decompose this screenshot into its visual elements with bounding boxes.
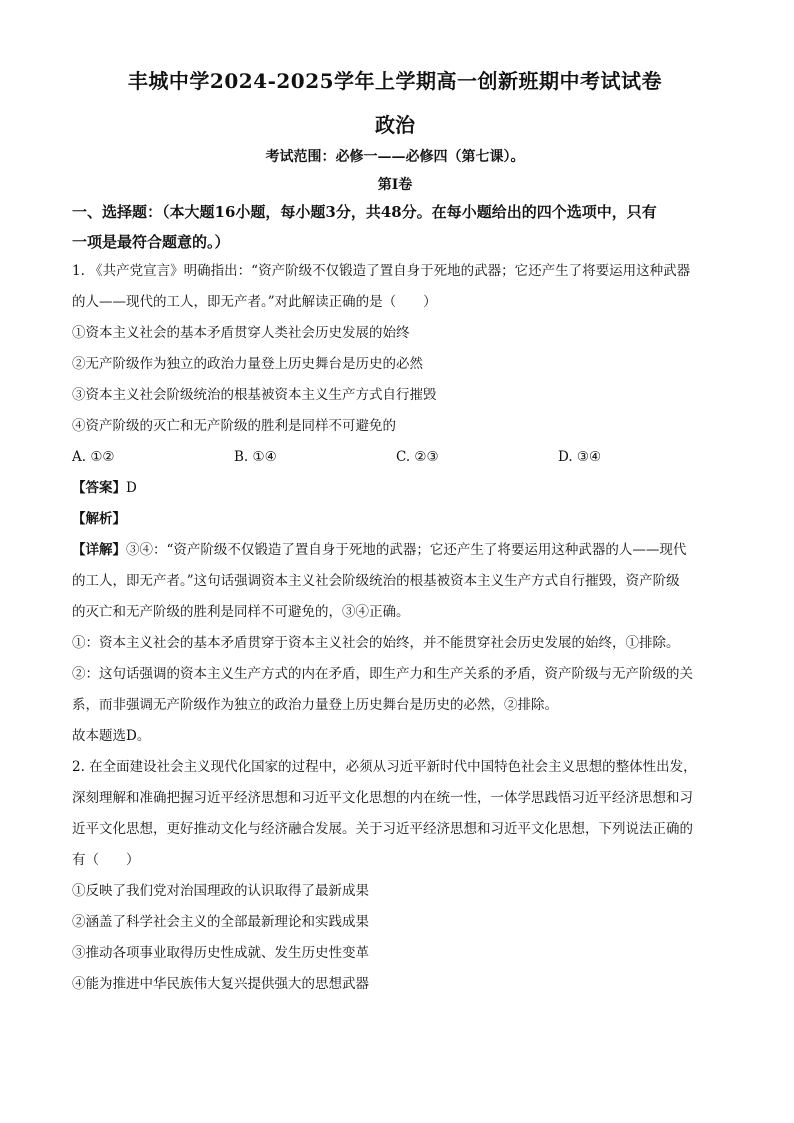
analysis-label: 【解析】 xyxy=(72,511,126,527)
question-1-item: ②无产阶级作为独立的政治力量登上历史舞台是历史的必然 xyxy=(72,356,423,372)
question-2 xyxy=(72,752,718,1000)
exam-title: 丰城中学2024-2025学年上学期高一创新班期中考试试卷 xyxy=(127,69,663,93)
question-2-stem-line: 2. 在全面建设社会主义现代化国家的过程中，必须从习近平新时代中国特色社会主义思想的整体性出发， xyxy=(72,759,697,775)
detail-line: 故本题选D。 xyxy=(72,728,151,744)
section-heading-line: 一、选择题：（本大题16小题，每小题3分，共48分。在每小题给出的四个选项中，只有 xyxy=(72,203,657,221)
question-2-item: ③推动各项事业取得历史性成就、发生历史性变革 xyxy=(72,945,369,961)
question-1-options xyxy=(72,442,718,473)
question-2-item: ④能为推进中华民族伟大复兴提供强大的思想武器 xyxy=(72,976,369,992)
question-2-stem-line: 有（ ） xyxy=(72,852,140,868)
detail-label: 【详解】 xyxy=(72,542,126,558)
detail-line: 的灭亡和无产阶级的胜利是同样不可避免的，③④正确。 xyxy=(72,604,410,620)
question-2-stem-line: 深刻理解和准确把握习近平经济思想和习近平文化思想的内在统一性，一体学思践悟习近平经济思想和习 xyxy=(72,790,693,806)
question-1-item: ①资本主义社会的基本矛盾贯穿人类社会历史发展的始终 xyxy=(72,325,410,341)
detail-line: 系，而非强调无产阶级作为独立的政治力量登上历史舞台是历史的必然，②排除。 xyxy=(72,697,558,713)
question-2-item: ②涵盖了科学社会主义的全部最新理论和实践成果 xyxy=(72,914,369,930)
question-1 xyxy=(72,256,718,752)
section-heading-line: 一项是最符合题意的。） xyxy=(72,233,230,251)
question-1-stem-line: 的人——现代的工人，即无产者。”对此解读正确的是（ ） xyxy=(72,294,437,310)
volume-heading: 第Ⅰ卷 xyxy=(377,177,413,193)
section-heading xyxy=(72,198,718,256)
option-d: D. ③④ xyxy=(558,449,602,465)
detail-line: ②：这句话强调的资本主义生产方式的内在矛盾，即生产力和生产关系的矛盾，资产阶级与无产阶级的关 xyxy=(72,666,693,682)
option-b: B. ①④ xyxy=(234,449,277,465)
exam-scope: 考试范围：必修一——必修四（第七课）。 xyxy=(265,149,525,165)
question-1-stem-line: 1. 《共产党宣言》明确指出：“资产阶级不仅锻造了置自身于死地的武器；它还产生了将要运用这种武器 xyxy=(72,263,691,279)
detail-line xyxy=(72,535,718,566)
question-1-item: ③资本主义社会阶级统治的根基被资本主义生产方式自行摧毁 xyxy=(72,387,437,403)
question-1-item: ④资产阶级的灭亡和无产阶级的胜利是同样不可避免的 xyxy=(72,418,396,434)
answer-label: 【答案】 xyxy=(72,480,126,496)
detail-line: 的工人，即无产者。”这句话强调资本主义社会阶级统治的根基被资本主义生产方式自行摧毁，资产阶级 xyxy=(72,573,680,589)
subject-title: 政治 xyxy=(375,113,415,137)
option-c: C. ②③ xyxy=(396,449,439,465)
question-2-stem-line: 近平文化思想，更好推动文化与经济融合发展。关于习近平经济思想和习近平文化思想，下列说法正确的 xyxy=(72,821,693,837)
question-2-item: ①反映了我们党对治国理政的认识取得了最新成果 xyxy=(72,883,369,899)
option-a: A. ①② xyxy=(72,449,115,465)
answer-value: D xyxy=(126,480,137,496)
answer-line xyxy=(72,473,718,504)
analysis-line xyxy=(72,504,718,535)
detail-line: ①：资本主义社会的基本矛盾贯穿于资本主义社会的始终，并不能贯穿社会历史发展的始终，①排除。 xyxy=(72,635,680,651)
detail-text: ③④：“资产阶级不仅锻造了置自身于死地的武器；它还产生了将要运用这种武器的人——现代 xyxy=(126,542,687,558)
